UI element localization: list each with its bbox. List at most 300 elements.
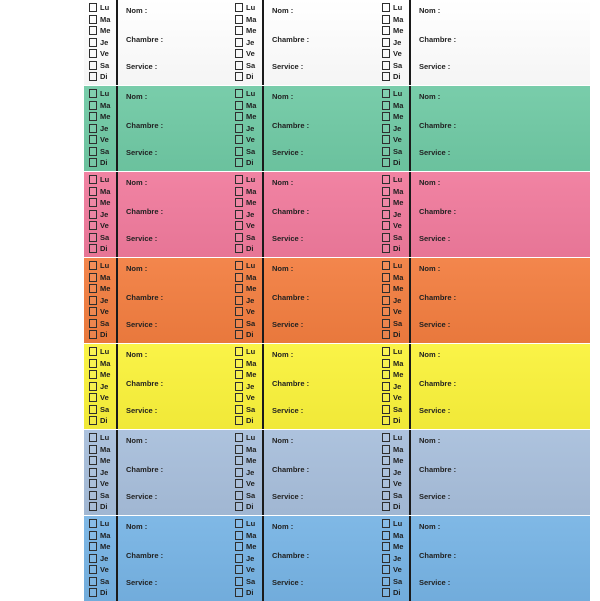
day-row-sa bbox=[85, 490, 115, 502]
day-row-di bbox=[85, 587, 115, 599]
day-row-lu bbox=[231, 432, 261, 444]
day-row-di bbox=[378, 243, 408, 255]
day-checkbox-me[interactable] bbox=[382, 26, 390, 35]
day-checkbox-je[interactable] bbox=[382, 38, 390, 47]
day-checkbox-je[interactable] bbox=[382, 210, 390, 219]
day-checkbox-ma[interactable] bbox=[382, 359, 390, 368]
day-checkbox-lu[interactable] bbox=[235, 519, 243, 528]
day-checkbox-lu[interactable] bbox=[89, 433, 97, 442]
label-divider-line bbox=[409, 516, 411, 601]
day-label: Sa bbox=[393, 146, 403, 156]
day-label: Ma bbox=[100, 186, 111, 196]
day-checkbox-je[interactable] bbox=[89, 554, 97, 563]
day-checkbox-me[interactable] bbox=[89, 112, 97, 121]
day-checkbox-di[interactable] bbox=[382, 416, 390, 425]
day-row-sa bbox=[378, 232, 408, 244]
label-divider-line bbox=[262, 86, 264, 171]
day-checkbox-me[interactable] bbox=[235, 26, 243, 35]
day-checkbox-di[interactable] bbox=[89, 158, 97, 167]
day-row-ve bbox=[378, 306, 408, 318]
day-label: Ve bbox=[393, 565, 402, 574]
day-checkbox-di[interactable] bbox=[89, 588, 97, 597]
day-label: Ma bbox=[100, 14, 111, 24]
day-checkbox-sa[interactable] bbox=[235, 405, 243, 414]
day-checkbox-me[interactable] bbox=[382, 112, 390, 121]
day-checkbox-lu[interactable] bbox=[382, 3, 390, 12]
day-checkbox-me[interactable] bbox=[382, 456, 390, 465]
day-checkbox-ve[interactable] bbox=[235, 479, 243, 488]
day-label: Me bbox=[100, 112, 111, 121]
day-checkbox-me[interactable] bbox=[235, 456, 243, 465]
day-label: Ma bbox=[393, 358, 404, 368]
label-divider-line bbox=[262, 0, 264, 85]
day-label: Ve bbox=[393, 307, 402, 316]
label-r2-c1 bbox=[85, 86, 231, 171]
day-checkbox-di[interactable] bbox=[89, 72, 97, 81]
day-checkbox-sa[interactable] bbox=[382, 405, 390, 414]
day-checkbox-ve[interactable] bbox=[382, 135, 390, 144]
day-checkbox-sa[interactable] bbox=[89, 577, 97, 586]
day-checkbox-je[interactable] bbox=[382, 124, 390, 133]
day-checkbox-lu[interactable] bbox=[235, 175, 243, 184]
day-checkbox-ma[interactable] bbox=[89, 15, 97, 24]
day-checkbox-sa[interactable] bbox=[382, 61, 390, 70]
day-checkbox-je[interactable] bbox=[382, 382, 390, 391]
chambre-field-label: Chambre : bbox=[272, 551, 310, 560]
day-label: Je bbox=[100, 37, 109, 47]
day-checkbox-lu[interactable] bbox=[235, 3, 243, 12]
day-label: Je bbox=[100, 553, 109, 563]
day-checkbox-di[interactable] bbox=[89, 502, 97, 511]
day-checkbox-ma[interactable] bbox=[89, 359, 97, 368]
day-checkbox-me[interactable] bbox=[382, 284, 390, 293]
day-label: Ve bbox=[393, 479, 402, 488]
day-label: Je bbox=[393, 37, 402, 47]
day-checkbox-me[interactable] bbox=[89, 370, 97, 379]
day-label: Je bbox=[246, 467, 255, 477]
day-checkbox-me[interactable] bbox=[89, 26, 97, 35]
label-divider-line bbox=[409, 0, 411, 85]
day-row-lu bbox=[378, 346, 408, 358]
day-row-me bbox=[85, 455, 115, 467]
day-label: Me bbox=[246, 198, 257, 207]
day-checkbox-ve[interactable] bbox=[235, 49, 243, 58]
label-r3-c3 bbox=[378, 172, 524, 257]
label-r7-c1 bbox=[85, 516, 231, 601]
day-row-di bbox=[231, 587, 261, 599]
day-label: Ve bbox=[393, 393, 402, 402]
chambre-field-label: Chambre : bbox=[126, 121, 164, 130]
day-row-me bbox=[231, 25, 261, 37]
day-checkbox-di[interactable] bbox=[89, 416, 97, 425]
day-checkbox-di[interactable] bbox=[235, 502, 243, 511]
day-checkbox-sa[interactable] bbox=[382, 491, 390, 500]
day-label: Me bbox=[100, 284, 111, 293]
day-row-je bbox=[378, 209, 408, 221]
day-row-je bbox=[85, 553, 115, 565]
day-checkbox-ve[interactable] bbox=[89, 393, 97, 402]
day-checkbox-ve[interactable] bbox=[235, 135, 243, 144]
day-checkbox-lu[interactable] bbox=[382, 347, 390, 356]
label-r1-c3 bbox=[378, 0, 524, 85]
day-row-lu bbox=[231, 88, 261, 100]
day-checkbox-me[interactable] bbox=[89, 542, 97, 551]
day-checkbox-me[interactable] bbox=[89, 456, 97, 465]
chambre-field-label: Chambre : bbox=[419, 121, 457, 130]
day-checkbox-je[interactable] bbox=[235, 554, 243, 563]
day-row-lu bbox=[85, 174, 115, 186]
day-checkbox-ve[interactable] bbox=[89, 479, 97, 488]
label-r1-c2 bbox=[231, 0, 377, 85]
day-label: Lu bbox=[393, 89, 403, 98]
day-label: Di bbox=[393, 502, 401, 511]
day-label: Di bbox=[393, 72, 401, 81]
day-row-ve bbox=[231, 478, 261, 490]
day-checkbox-sa[interactable] bbox=[235, 233, 243, 242]
day-checkbox-ma[interactable] bbox=[89, 101, 97, 110]
day-checkbox-je[interactable] bbox=[89, 382, 97, 391]
day-checkbox-ma[interactable] bbox=[382, 445, 390, 454]
day-label: Me bbox=[246, 284, 257, 293]
day-label: Lu bbox=[246, 3, 256, 12]
day-checkbox-je[interactable] bbox=[235, 210, 243, 219]
day-checkbox-je[interactable] bbox=[382, 296, 390, 305]
day-row-ve bbox=[85, 48, 115, 60]
day-checkbox-je[interactable] bbox=[235, 124, 243, 133]
day-checkbox-lu[interactable] bbox=[235, 261, 243, 270]
day-label: Di bbox=[100, 588, 108, 597]
day-checkbox-ma[interactable] bbox=[89, 531, 97, 540]
day-checkbox-me[interactable] bbox=[382, 198, 390, 207]
day-checkbox-me[interactable] bbox=[382, 542, 390, 551]
day-label: Me bbox=[100, 456, 111, 465]
day-checkbox-me[interactable] bbox=[89, 198, 97, 207]
service-field-label: Service : bbox=[272, 148, 304, 157]
day-checkbox-lu[interactable] bbox=[235, 433, 243, 442]
chambre-field-label: Chambre : bbox=[419, 465, 457, 474]
day-label: Me bbox=[100, 198, 111, 207]
day-checkbox-lu[interactable] bbox=[382, 89, 390, 98]
day-checkbox-di[interactable] bbox=[235, 330, 243, 339]
day-row-je bbox=[231, 467, 261, 479]
day-checkbox-di[interactable] bbox=[235, 416, 243, 425]
day-checkbox-ma[interactable] bbox=[235, 15, 243, 24]
day-checkbox-sa[interactable] bbox=[235, 147, 243, 156]
day-label: Sa bbox=[246, 232, 256, 242]
day-checkbox-ma[interactable] bbox=[382, 187, 390, 196]
day-checkbox-je[interactable] bbox=[89, 296, 97, 305]
day-checkbox-ve[interactable] bbox=[89, 49, 97, 58]
day-checklist bbox=[378, 518, 408, 599]
label-divider-line bbox=[116, 430, 118, 515]
day-row-je bbox=[231, 553, 261, 565]
day-label: Lu bbox=[246, 261, 256, 270]
day-checkbox-je[interactable] bbox=[382, 554, 390, 563]
day-checkbox-di[interactable] bbox=[235, 158, 243, 167]
day-label: Di bbox=[393, 330, 401, 339]
day-label: Ma bbox=[246, 358, 257, 368]
label-divider-line bbox=[116, 172, 118, 257]
day-row-ma bbox=[378, 100, 408, 112]
day-row-je bbox=[85, 123, 115, 135]
day-checkbox-lu[interactable] bbox=[89, 175, 97, 184]
day-checkbox-lu[interactable] bbox=[382, 261, 390, 270]
day-label: Sa bbox=[246, 490, 256, 500]
day-row-ve bbox=[85, 220, 115, 232]
day-checkbox-ve[interactable] bbox=[382, 565, 390, 574]
day-checkbox-je[interactable] bbox=[382, 468, 390, 477]
day-checkbox-je[interactable] bbox=[235, 382, 243, 391]
day-checkbox-lu[interactable] bbox=[89, 261, 97, 270]
day-row-lu bbox=[378, 260, 408, 272]
day-label: Je bbox=[393, 467, 402, 477]
day-label: Ve bbox=[100, 135, 109, 144]
day-checkbox-ve[interactable] bbox=[382, 393, 390, 402]
label-divider-line bbox=[409, 430, 411, 515]
day-checkbox-je[interactable] bbox=[89, 124, 97, 133]
day-checkbox-di[interactable] bbox=[382, 588, 390, 597]
day-checkbox-lu[interactable] bbox=[89, 347, 97, 356]
day-label: Ve bbox=[246, 393, 255, 402]
day-checklist bbox=[85, 260, 115, 341]
day-checkbox-sa[interactable] bbox=[235, 319, 243, 328]
day-checkbox-ma[interactable] bbox=[235, 445, 243, 454]
day-checkbox-di[interactable] bbox=[382, 330, 390, 339]
day-row-di bbox=[231, 329, 261, 341]
day-checkbox-ma[interactable] bbox=[235, 101, 243, 110]
day-checkbox-me[interactable] bbox=[235, 370, 243, 379]
day-checkbox-di[interactable] bbox=[235, 72, 243, 81]
day-row-je bbox=[378, 553, 408, 565]
nom-field-label: Nom : bbox=[126, 436, 148, 445]
day-checkbox-me[interactable] bbox=[235, 198, 243, 207]
day-label: Sa bbox=[393, 490, 403, 500]
day-checkbox-je[interactable] bbox=[89, 468, 97, 477]
day-checkbox-ve[interactable] bbox=[382, 221, 390, 230]
day-checkbox-sa[interactable] bbox=[235, 491, 243, 500]
day-checkbox-me[interactable] bbox=[382, 370, 390, 379]
day-checkbox-lu[interactable] bbox=[235, 89, 243, 98]
day-label: Ve bbox=[100, 49, 109, 58]
day-checkbox-ve[interactable] bbox=[235, 565, 243, 574]
day-checkbox-sa[interactable] bbox=[382, 319, 390, 328]
day-checkbox-me[interactable] bbox=[235, 284, 243, 293]
day-checklist bbox=[85, 432, 115, 513]
day-checkbox-ve[interactable] bbox=[89, 135, 97, 144]
day-row-lu bbox=[231, 260, 261, 272]
chambre-field-label: Chambre : bbox=[126, 35, 164, 44]
service-field-label: Service : bbox=[419, 148, 451, 157]
day-checkbox-ma[interactable] bbox=[382, 273, 390, 282]
day-row-sa bbox=[231, 576, 261, 588]
day-label: Lu bbox=[100, 347, 110, 356]
day-checkbox-lu[interactable] bbox=[89, 519, 97, 528]
day-checklist bbox=[231, 2, 261, 83]
day-row-me bbox=[231, 283, 261, 295]
day-label: Sa bbox=[100, 404, 110, 414]
day-checkbox-ve[interactable] bbox=[235, 393, 243, 402]
nom-field-label: Nom : bbox=[126, 350, 148, 359]
day-checkbox-me[interactable] bbox=[235, 112, 243, 121]
day-label: Sa bbox=[246, 576, 256, 586]
label-r4-c2 bbox=[231, 258, 377, 343]
chambre-field-label: Chambre : bbox=[272, 121, 310, 130]
day-checkbox-sa[interactable] bbox=[382, 147, 390, 156]
day-checkbox-ve[interactable] bbox=[235, 307, 243, 316]
day-checkbox-ma[interactable] bbox=[382, 15, 390, 24]
day-checkbox-je[interactable] bbox=[89, 38, 97, 47]
day-checkbox-di[interactable] bbox=[89, 330, 97, 339]
day-checkbox-ve[interactable] bbox=[382, 479, 390, 488]
day-row-ma bbox=[85, 358, 115, 370]
day-checkbox-ve[interactable] bbox=[89, 565, 97, 574]
day-checkbox-di[interactable] bbox=[382, 502, 390, 511]
service-field-label: Service : bbox=[126, 320, 158, 329]
service-field-label: Service : bbox=[419, 406, 451, 415]
day-checkbox-sa[interactable] bbox=[89, 405, 97, 414]
day-checkbox-sa[interactable] bbox=[382, 233, 390, 242]
day-checkbox-ve[interactable] bbox=[89, 221, 97, 230]
day-row-ma bbox=[231, 100, 261, 112]
day-label: Ve bbox=[100, 307, 109, 316]
day-row-me bbox=[378, 455, 408, 467]
day-label: Ma bbox=[393, 530, 404, 540]
service-field-label: Service : bbox=[272, 492, 304, 501]
day-checkbox-ma[interactable] bbox=[89, 445, 97, 454]
day-row-di bbox=[231, 243, 261, 255]
day-label: Je bbox=[100, 381, 109, 391]
day-checkbox-sa[interactable] bbox=[89, 61, 97, 70]
day-label: Lu bbox=[100, 175, 110, 184]
day-checkbox-ve[interactable] bbox=[382, 49, 390, 58]
day-checkbox-sa[interactable] bbox=[235, 61, 243, 70]
day-label: Di bbox=[100, 416, 108, 425]
day-checkbox-di[interactable] bbox=[89, 244, 97, 253]
day-checkbox-me[interactable] bbox=[89, 284, 97, 293]
day-row-ma bbox=[378, 14, 408, 26]
label-divider-line bbox=[116, 344, 118, 429]
day-row-me bbox=[378, 369, 408, 381]
day-label: Ve bbox=[246, 49, 255, 58]
day-label: Sa bbox=[393, 60, 403, 70]
day-row-me bbox=[231, 455, 261, 467]
day-label: Lu bbox=[100, 261, 110, 270]
day-checkbox-di[interactable] bbox=[382, 244, 390, 253]
day-checkbox-lu[interactable] bbox=[382, 175, 390, 184]
day-checkbox-je[interactable] bbox=[235, 468, 243, 477]
day-checkbox-ma[interactable] bbox=[235, 273, 243, 282]
day-checkbox-ma[interactable] bbox=[89, 187, 97, 196]
day-checkbox-di[interactable] bbox=[235, 244, 243, 253]
day-row-ve bbox=[378, 48, 408, 60]
day-row-ma bbox=[378, 272, 408, 284]
chambre-field-label: Chambre : bbox=[126, 551, 164, 560]
day-checklist bbox=[378, 260, 408, 341]
day-checkbox-lu[interactable] bbox=[382, 519, 390, 528]
day-row-lu bbox=[231, 174, 261, 186]
day-row-me bbox=[85, 369, 115, 381]
label-divider-line bbox=[262, 516, 264, 601]
day-checkbox-lu[interactable] bbox=[382, 433, 390, 442]
day-checkbox-lu[interactable] bbox=[89, 3, 97, 12]
day-checkbox-me[interactable] bbox=[235, 542, 243, 551]
day-label: Di bbox=[100, 244, 108, 253]
nom-field-label: Nom : bbox=[419, 6, 441, 15]
day-row-me bbox=[85, 197, 115, 209]
day-checkbox-je[interactable] bbox=[235, 296, 243, 305]
day-checkbox-lu[interactable] bbox=[89, 89, 97, 98]
day-row-di bbox=[85, 415, 115, 427]
day-checkbox-sa[interactable] bbox=[89, 491, 97, 500]
day-label: Ve bbox=[393, 221, 402, 230]
day-checkbox-ma[interactable] bbox=[235, 359, 243, 368]
day-checklist bbox=[231, 518, 261, 599]
day-checkbox-ma[interactable] bbox=[235, 187, 243, 196]
day-checkbox-ma[interactable] bbox=[382, 101, 390, 110]
day-checkbox-je[interactable] bbox=[235, 38, 243, 47]
day-checkbox-sa[interactable] bbox=[382, 577, 390, 586]
day-label: Ma bbox=[100, 272, 111, 282]
day-label: Di bbox=[100, 72, 108, 81]
day-row-je bbox=[85, 381, 115, 393]
day-checkbox-ma[interactable] bbox=[89, 273, 97, 282]
day-checkbox-di[interactable] bbox=[382, 72, 390, 81]
day-row-ma bbox=[85, 444, 115, 456]
day-label: Ma bbox=[100, 100, 111, 110]
day-checkbox-ma[interactable] bbox=[382, 531, 390, 540]
day-label: Lu bbox=[393, 519, 403, 528]
day-row-sa bbox=[378, 576, 408, 588]
chambre-field-label: Chambre : bbox=[419, 551, 457, 560]
day-row-di bbox=[231, 157, 261, 169]
label-r2-c3 bbox=[378, 86, 524, 171]
day-label: Je bbox=[393, 209, 402, 219]
day-checkbox-sa[interactable] bbox=[235, 577, 243, 586]
day-row-sa bbox=[378, 146, 408, 158]
day-row-sa bbox=[85, 232, 115, 244]
day-row-di bbox=[378, 329, 408, 341]
day-row-di bbox=[231, 415, 261, 427]
day-label: Lu bbox=[100, 3, 110, 12]
label-divider-line bbox=[116, 86, 118, 171]
day-checkbox-di[interactable] bbox=[382, 158, 390, 167]
day-label: Sa bbox=[393, 318, 403, 328]
day-checkbox-ma[interactable] bbox=[235, 531, 243, 540]
day-label: Di bbox=[246, 158, 254, 167]
day-checkbox-ve[interactable] bbox=[382, 307, 390, 316]
label-r5-c1 bbox=[85, 344, 231, 429]
day-checkbox-sa[interactable] bbox=[89, 147, 97, 156]
day-label: Je bbox=[246, 123, 255, 133]
label-r7-c3 bbox=[378, 516, 524, 601]
day-row-lu bbox=[85, 346, 115, 358]
day-label: Lu bbox=[246, 519, 256, 528]
day-checkbox-lu[interactable] bbox=[235, 347, 243, 356]
day-row-me bbox=[231, 111, 261, 123]
day-checkbox-sa[interactable] bbox=[89, 319, 97, 328]
day-checkbox-ve[interactable] bbox=[89, 307, 97, 316]
day-checkbox-sa[interactable] bbox=[89, 233, 97, 242]
day-label: Me bbox=[100, 26, 111, 35]
service-field-label: Service : bbox=[419, 492, 451, 501]
day-checklist bbox=[378, 346, 408, 427]
day-label: Je bbox=[393, 553, 402, 563]
day-row-je bbox=[231, 295, 261, 307]
day-checkbox-ve[interactable] bbox=[235, 221, 243, 230]
day-checkbox-di[interactable] bbox=[235, 588, 243, 597]
day-checkbox-je[interactable] bbox=[89, 210, 97, 219]
nom-field-label: Nom : bbox=[419, 350, 441, 359]
